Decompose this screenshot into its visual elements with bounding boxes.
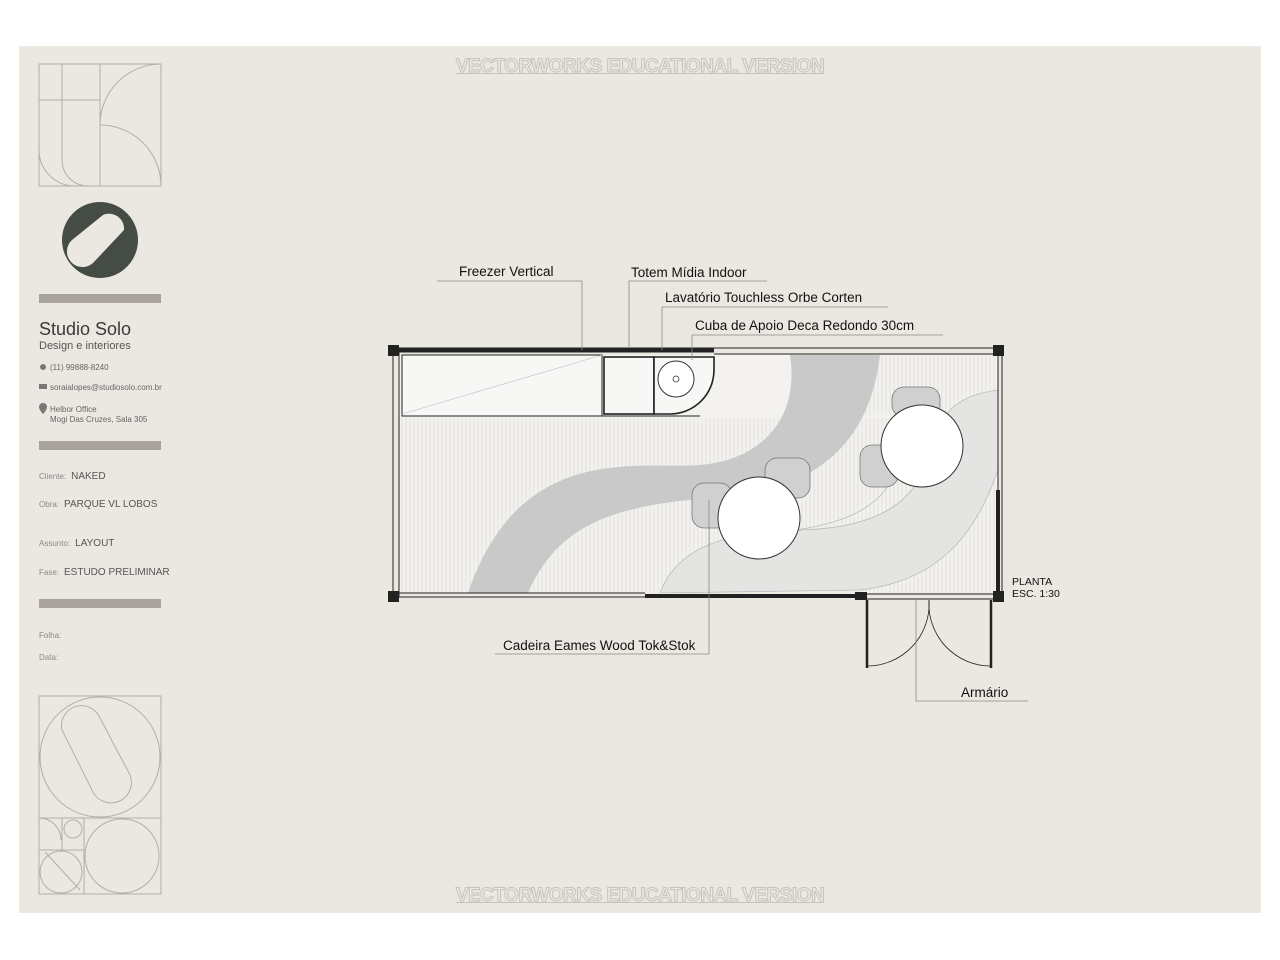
column-corner — [993, 345, 1004, 356]
label-cuba: Cuba de Apoio Deca Redondo 30cm — [695, 318, 915, 333]
studio-name: Studio Solo — [39, 319, 132, 339]
column-corner — [993, 591, 1004, 602]
column-corner — [388, 345, 399, 356]
label-armario: Armário — [961, 685, 1009, 700]
cliente-label: Cliente: — [39, 472, 67, 481]
obra-label: Obra: — [39, 500, 60, 509]
fase-label: Fase: — [39, 568, 60, 577]
cuba-sink — [658, 361, 694, 397]
label-totem: Totem Mídia Indoor — [631, 265, 747, 280]
plan-title: PLANTA — [1012, 576, 1053, 588]
address-line2: Mogi Das Cruzes, Sala 305 — [50, 415, 148, 424]
studio-tagline: Design e interiores — [39, 340, 131, 352]
address-line1: Helbor Office — [50, 405, 97, 414]
column-corner — [388, 591, 399, 602]
folha-label: Folha: — [39, 631, 62, 640]
label-lavatorio: Lavatório Touchless Orbe Corten — [665, 290, 863, 305]
data-label: Data: — [39, 653, 59, 662]
cliente-value: NAKED — [71, 471, 106, 482]
totem-midia-indoor — [604, 357, 654, 414]
assunto-value: LAYOUT — [75, 538, 115, 549]
watermark-bottom: VECTORWORKS EDUCATIONAL VERSION — [455, 885, 825, 906]
label-freezer: Freezer Vertical — [459, 264, 554, 279]
watermark-top: VECTORWORKS EDUCATIONAL VERSION — [455, 56, 825, 77]
plan-scale: ESC. 1:30 — [1012, 588, 1060, 600]
email-text: soraialopes@studiosolo.com.br — [50, 383, 162, 392]
obra-value: PARQUE VL LOBOS — [64, 499, 158, 510]
armario-doors — [867, 600, 991, 668]
phone-text: (11) 99888-8240 — [50, 363, 109, 372]
fase-value: ESTUDO PRELIMINAR — [64, 567, 170, 578]
leader-freezer — [437, 281, 582, 350]
label-cadeira: Cadeira Eames Wood Tok&Stok — [503, 638, 696, 653]
assunto-label: Assunto: — [39, 539, 71, 548]
